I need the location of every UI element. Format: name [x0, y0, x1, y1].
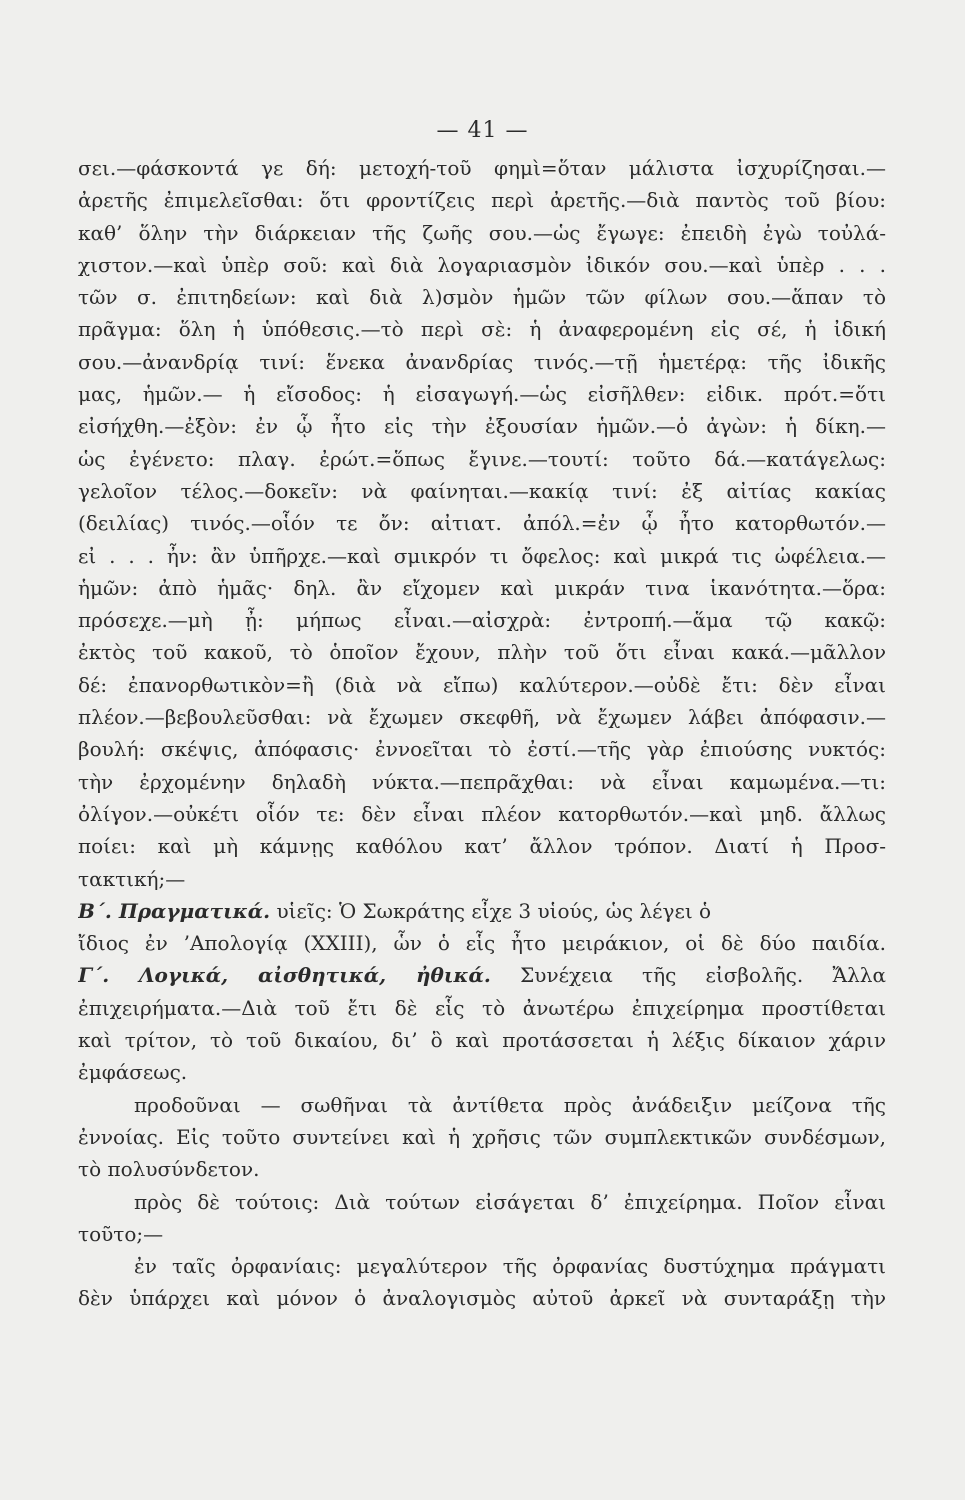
- text-line: [78, 959, 886, 991]
- text-line: [78, 507, 886, 539]
- text-line: [78, 992, 886, 1024]
- line-text: καὶ τρίτον, τὸ τοῦ δικαίου, δι’ ὃ καὶ προτάσσεται ἡ λέξις δίκαιον χάριν: [78, 1028, 886, 1053]
- text-line: [78, 475, 886, 507]
- line-text: προδοῦναι — σωθῆναι τὰ ἀντίθετα πρὸς ἀνάδειξιν μείζονα τῆς: [134, 1092, 886, 1117]
- text-line: [78, 1056, 886, 1088]
- text-line: [78, 1153, 886, 1185]
- text-line: [78, 1218, 886, 1250]
- line-text: βουλή: σκέψις, ἀπόφασις· ἐννοεῖται τὸ ἐστί.—τῆς γὰρ ἐπιούσης νυκτός:: [78, 737, 886, 762]
- text-line: [78, 1121, 886, 1153]
- text-line: [78, 184, 886, 216]
- text-line: [78, 1186, 886, 1218]
- line-text: υἱεῖς: Ὁ Σωκράτης εἶχε 3 υἱούς, ὡς λέγει ὁ: [270, 898, 712, 923]
- line-text: τακτική;—: [78, 866, 186, 891]
- text-line: [78, 669, 886, 701]
- line-text: τοῦτο;—: [78, 1221, 164, 1246]
- text-line: [78, 636, 886, 668]
- line-text: ἐκτὸς τοῦ κακοῦ, τὸ ὁποῖον ἔχουν, πλὴν τοῦ ὅτι εἶναι κακά.—μᾶλλον: [78, 640, 886, 665]
- line-text: ὡς ἐγένετο: πλαγ. ἐρώτ.=ὅπως ἔγινε.—τουτί: τοῦτο δά.—κατάγελως:: [78, 446, 886, 471]
- line-text: ποίει: καὶ μὴ κάμνῃς καθόλου κατ’ ἄλλον τρόπον. Διατί ἡ Προσ-: [78, 834, 886, 859]
- text-line: [78, 830, 886, 862]
- line-text: σει.—φάσκοντά γε δή: μετοχή-τοῦ φημὶ=ὅταν μάλιστα ἰσχυρίζησαι.—: [78, 156, 886, 180]
- line-text: πρᾶγμα: ὅλη ἡ ὑπόθεσις.—τὸ περὶ σὲ: ἡ ἀναφερομένη εἰς σέ, ἡ ἰδική: [78, 317, 886, 342]
- line-text: εἰσήχθη.—ἐξὸν: ἐν ᾧ ἦτο εἰς τὴν ἐξουσίαν ἡμῶν.—ὁ ἀγὼν: ἡ δίκη.—: [78, 414, 886, 439]
- line-text: χιστον.—καὶ ὑπὲρ σοῦ: καὶ διὰ λογαριασμὸν ἰδικόν σου.—καὶ ὑπὲρ . . .: [78, 252, 886, 277]
- line-text: ἐν ταῖς ὀρφανίαις: μεγαλύτερον τῆς ὀρφανίας δυστύχημα πράγματι: [134, 1254, 886, 1279]
- line-text: πρὸς δὲ τούτοις: Διὰ τούτων εἰσάγεται δ’ ἐπιχείρημα. Ποῖον εἶναι: [134, 1189, 886, 1214]
- text-line: [78, 733, 886, 765]
- line-text: τὸ πολυσύνδετον.: [78, 1157, 260, 1182]
- text-line: [78, 572, 886, 604]
- line-text: τὴν ἐρχομένην δηλαδὴ νύκτα.—πεπρᾶχθαι: νὰ εἶναι καμωμένα.—τι:: [78, 769, 886, 794]
- text-line: [78, 281, 886, 313]
- text-line: [78, 1250, 886, 1282]
- line-text: (δειλίας) τινός.—οἷόν τε ὄν: αἰτιατ. ἀπόλ.=ἐν ᾧ ἦτο κατορθωτόν.—: [78, 511, 886, 536]
- line-text: πρόσεχε.—μὴ ᾖ: μήπως εἶναι.—αἰσχρὰ: ἐντροπή.—ἅμα τῷ κακῷ:: [78, 608, 886, 633]
- text-line: [78, 443, 886, 475]
- text-line: [78, 378, 886, 410]
- line-text: ἐπιχειρήματα.—Διὰ τοῦ ἔτι δὲ εἷς τὸ ἀνωτέρω ἐπιχείρημα προστίθεται: [78, 995, 886, 1020]
- line-text: Συνέχεια τῆς εἰσβολῆς. Ἄλλα: [490, 963, 886, 988]
- text-line: [78, 701, 886, 733]
- line-text: ἴδιος ἐν ’Απολογίᾳ (XXIII), ὧν ὁ εἷς ἦτο μειράκιον, οἱ δὲ δύο παιδία.: [78, 931, 886, 956]
- line-text: δέ: ἐπανορθωτικὸν=ἢ (διὰ νὰ εἴπω) καλύτερον.—οὐδὲ ἔτι: δὲν εἶναι: [78, 672, 886, 697]
- text-line: [78, 1282, 886, 1314]
- line-text: ἐννοίας. Εἰς τοῦτο συντείνει καὶ ἡ χρῆσις τῶν συμπλεκτικῶν συνδέσμων,: [78, 1124, 886, 1149]
- page-number: — 41 —: [436, 118, 529, 143]
- text-line: [78, 798, 886, 830]
- text-line: [78, 927, 886, 959]
- line-text: εἰ . . . ἦν: ἂν ὑπῆρχε.—καὶ σμικρόν τι ὄφελος: καὶ μικρά τις ὠφέλεια.—: [78, 543, 886, 568]
- text-line: [78, 895, 886, 927]
- line-text: ἡμῶν: ἀπὸ ἡμᾶς· δηλ. ἂν εἴχομεν καὶ μικράν τινα ἱκανότητα.—ὅρα:: [78, 575, 886, 600]
- line-text: μας, ἡμῶν.— ἡ εἴσοδος: ἡ εἰσαγωγή.—ὡς εἰσῆλθεν: εἰδικ. πρότ.=ὅτι: [78, 382, 886, 407]
- text-line: [78, 410, 886, 442]
- text-line: [78, 249, 886, 281]
- text-line: [78, 604, 886, 636]
- line-text: δὲν ὑπάρχει καὶ μόνον ὁ ἀναλογισμὸς αὐτοῦ ἀρκεῖ νὰ συνταράξῃ τὴν: [78, 1286, 886, 1311]
- text-block: [78, 152, 886, 1315]
- line-text: ὀλίγον.—οὐκέτι οἷόν τε: δὲν εἶναι πλέον κατορθωτόν.—καὶ μηδ. ἄλλως: [78, 801, 886, 826]
- text-line: [78, 346, 886, 378]
- line-text: ἀρετῆς ἐπιμελεῖσθαι: ὅτι φροντίζεις περὶ ἀρετῆς.—διὰ παντὸς τοῦ βίου:: [78, 188, 886, 213]
- text-line: [78, 1089, 886, 1121]
- line-text: σου.—ἀνανδρίᾳ τινί: ἕνεκα ἀνανδρίας τινός.—τῇ ἡμετέρᾳ: τῆς ἰδικῆς: [78, 349, 886, 374]
- text-line: [78, 217, 886, 249]
- text-line: [78, 766, 886, 798]
- line-text: πλέον.—βεβουλεῦσθαι: νὰ ἔχωμεν σκεφθῆ, νὰ ἔχωμεν λάβει ἀπόφασιν.—: [78, 705, 886, 730]
- line-text: τῶν σ. ἐπιτηδείων: καὶ διὰ λ)σμὸν ἡμῶν τῶν φίλων σου.—ἅπαν τὸ: [78, 285, 886, 310]
- line-text: γελοῖον τέλος.—δοκεῖν: νὰ φαίνηται.—κακίᾳ τινί: ἐξ αἰτίας κακίας: [78, 478, 886, 503]
- text-line: [78, 152, 886, 184]
- text-line: [78, 540, 886, 572]
- text-line: [78, 1024, 886, 1056]
- line-text: καθ’ ὅλην τὴν διάρκειαν τῆς ζωῆς σου.—ὡς ἔγωγε: ἐπειδὴ ἐγὼ τοὐλά-: [78, 220, 886, 245]
- section-heading: Γ΄. Λογικά, αἰσθητικά, ἠθικά.: [78, 963, 491, 988]
- text-line: [78, 313, 886, 345]
- section-heading: Β΄. Πραγματικά.: [78, 898, 271, 923]
- text-line: [78, 863, 886, 895]
- line-text: ἐμφάσεως.: [78, 1060, 188, 1085]
